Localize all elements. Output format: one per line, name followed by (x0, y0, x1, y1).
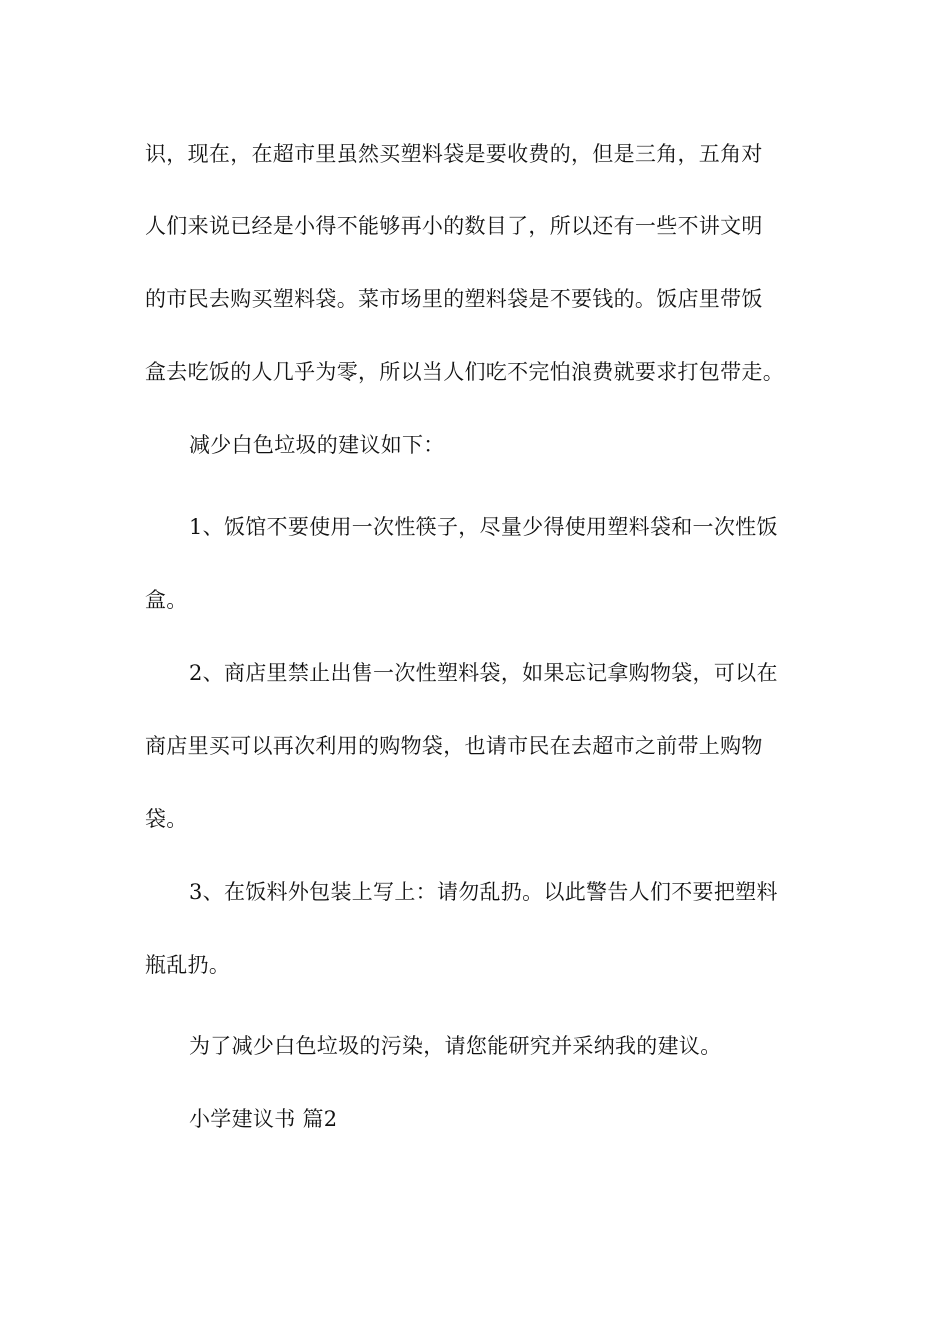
suggestion-2-line: 袋。 (145, 807, 188, 831)
paragraph-line: 识，现在，在超市里虽然买塑料袋是要收费的，但是三角，五角对 (145, 142, 763, 166)
suggestion-3-line: 瓶乱扔。 (145, 953, 231, 977)
section-heading: 小学建议书 篇2 (189, 1107, 338, 1131)
paragraph-line: 人们来说已经是小得不能够再小的数目了，所以还有一些不讲文明 (145, 214, 763, 238)
suggestions-intro: 减少白色垃圾的建议如下： (189, 433, 445, 457)
paragraph-line: 盒去吃饭的人几乎为零，所以当人们吃不完怕浪费就要求打包带走。 (145, 360, 784, 384)
closing-line: 为了减少白色垃圾的污染，请您能研究并采纳我的建议。 (189, 1034, 722, 1058)
suggestion-1-line: 1、饭馆不要使用一次性筷子，尽量少得使用塑料袋和一次性饭 (189, 515, 778, 539)
suggestion-2-line: 商店里买可以再次利用的购物袋，也请市民在去超市之前带上购物 (145, 734, 763, 758)
suggestion-1-line: 盒。 (145, 588, 188, 612)
paragraph-line: 的市民去购买塑料袋。菜市场里的塑料袋是不要钱的。饭店里带饭 (145, 287, 763, 311)
suggestion-2-line: 2、商店里禁止出售一次性塑料袋，如果忘记拿购物袋，可以在 (189, 661, 778, 685)
suggestion-3-line: 3、在饭料外包装上写上：请勿乱扔。以此警告人们不要把塑料 (189, 880, 778, 904)
